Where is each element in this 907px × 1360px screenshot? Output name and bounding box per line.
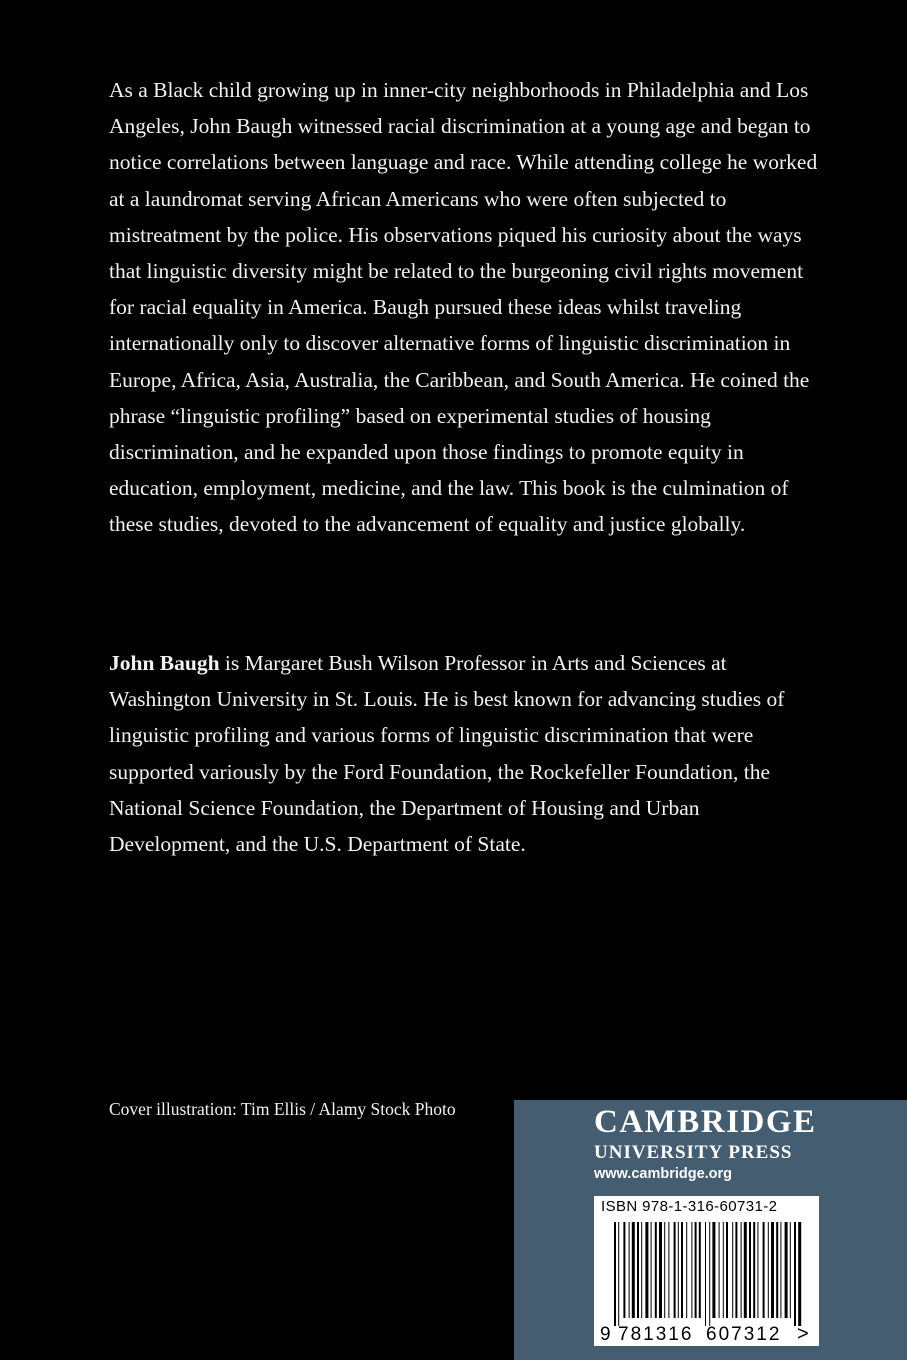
barcode-arrow: > xyxy=(797,1323,809,1345)
barcode-bar xyxy=(641,1222,642,1318)
barcode-bar xyxy=(664,1222,665,1318)
barcode-bar xyxy=(655,1222,657,1318)
barcode-bar xyxy=(691,1222,692,1318)
barcode-bar xyxy=(632,1222,635,1318)
barcode-bar xyxy=(741,1222,742,1318)
barcode-bar xyxy=(763,1222,765,1318)
barcode-bar xyxy=(798,1222,801,1326)
author-name: John Baugh xyxy=(109,651,220,675)
publisher-block xyxy=(514,1100,907,1360)
barcode-bar xyxy=(726,1222,728,1318)
barcode-bars xyxy=(614,1222,801,1326)
barcode-bar xyxy=(618,1222,619,1326)
barcode-bar xyxy=(753,1222,755,1318)
barcode-bar xyxy=(681,1222,683,1318)
barcode-bar xyxy=(614,1222,616,1326)
barcode-bar xyxy=(678,1222,679,1318)
barcode-bar xyxy=(794,1222,796,1326)
barcode-bar xyxy=(790,1222,791,1318)
barcode-bar xyxy=(719,1222,720,1318)
barcode-bar xyxy=(735,1222,737,1318)
barcode-bar xyxy=(757,1222,758,1318)
isbn-label: ISBN 978-1-316-60731-2 xyxy=(601,1198,778,1215)
barcode-bar xyxy=(771,1222,774,1318)
barcode-digits-right: 607312 xyxy=(706,1324,782,1345)
barcode-bar xyxy=(699,1222,701,1318)
publisher-press: UNIVERSITY PRESS xyxy=(594,1142,793,1163)
barcode-bar xyxy=(651,1222,652,1318)
barcode-bar xyxy=(780,1222,781,1318)
barcode-bar xyxy=(686,1222,687,1318)
back-cover-blurb: As a Black child growing up in inner-city neighborhoods in Philadelphia and Los Angeles, John Baugh witnessed racial discrimination at a young age and began to notice correlations between language and race. While attending college he worked at a laundromat serving African Americans who were often subjected to mistreatment by the police. His observations piqued his curiosity about the ways that linguistic diversity might be related to the burgeoning civil rights movement for racial equality in America. Baugh pursued these ideas whilst traveling internationally only to discover alternative forms of linguistic discrimination in Europe, Africa, Asia, Australia, the Caribbean, and South America. He coined the phrase “linguistic profiling” based on experimental studies of housing discrimination, and he expanded upon those findings to promote equity in education, employment, medicine, and the law. This book is the culmination of these studies, devoted to the advancement of equality and justice globally. xyxy=(109,78,818,537)
author-bio xyxy=(109,645,819,862)
barcode-graphic xyxy=(594,1196,819,1346)
isbn-barcode xyxy=(594,1196,819,1346)
barcode-bar xyxy=(712,1222,715,1318)
publisher-url: www.cambridge.org xyxy=(594,1166,733,1182)
barcode-bar xyxy=(705,1222,706,1326)
barcode-bar xyxy=(723,1222,724,1318)
barcode-bar xyxy=(785,1222,788,1318)
barcode-bar xyxy=(623,1222,625,1318)
barcode-bar xyxy=(674,1222,676,1318)
barcode-bar xyxy=(749,1222,751,1318)
barcode-bar xyxy=(668,1222,669,1318)
publisher-name: CAMBRIDGE xyxy=(594,1104,817,1140)
barcode-bar xyxy=(776,1222,778,1318)
barcode-bar xyxy=(732,1222,733,1318)
barcode-bar xyxy=(637,1222,639,1318)
barcode-bar xyxy=(709,1222,710,1326)
barcode-bar xyxy=(645,1222,648,1318)
barcode-bar xyxy=(695,1222,697,1318)
cover-credit: Cover illustration: Tim Ellis / Alamy Stock Photo xyxy=(109,1099,456,1119)
barcode-bar xyxy=(768,1222,769,1318)
author-bio-text: is Margaret Bush Wilson Professor in Arts and Sciences at Washington University in St. Louis. He is best known for advancing studies of linguistic profiling and various forms of linguistic discrimination that were supported variously by the Ford Foundation, the Rockefeller Foundation, the National Science Foundation, the Department of Housing and Urban Development, and the U.S. Department of State. xyxy=(109,651,785,857)
barcode-bar xyxy=(744,1222,747,1318)
barcode-digits-left: 781316 xyxy=(618,1324,694,1345)
barcode-bar xyxy=(629,1222,630,1318)
barcode-digit-lead: 9 xyxy=(600,1324,611,1345)
barcode-bar xyxy=(659,1222,662,1318)
